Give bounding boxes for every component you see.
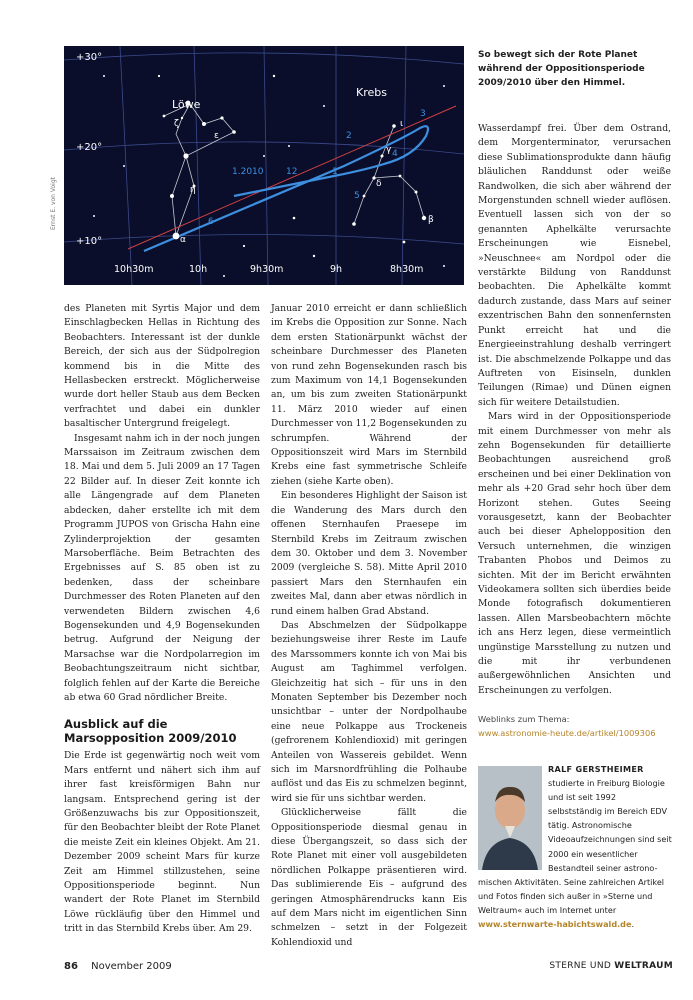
- author-bio: [548, 762, 672, 875]
- star-chart-svg: [64, 46, 464, 285]
- author-photo: [478, 766, 542, 870]
- ra-label-1030: 10h30m: [114, 264, 154, 275]
- ra-label-830: 8h30m: [390, 264, 424, 275]
- constellation-label-krebs: Krebs: [356, 86, 387, 99]
- paragraph: des Planeten mit Syrtis Major und dem Einschlagbecken Hellas in Richtung des Beobachters. Interessant ist der dunkle Bereich, der sich aus der Südpolregion kommend bis in die Mitte des Hellasbecken erstreckt. Möglicherweise wurde dort heller Staub aus dem Becken verfrachtet und dabei ein dunkler basaltischer Untergrund freigelegt.: [64, 303, 260, 430]
- magazine-name-a: STERNE UND: [549, 961, 615, 971]
- greek-delta: δ: [376, 179, 382, 189]
- author-bio-continued: [478, 875, 672, 931]
- ra-grid-930: [264, 46, 268, 285]
- magazine-name-b: WELTRAUM: [614, 961, 673, 971]
- paragraph: Glücklicherweise fällt die Oppositionsperiode diesmal genau in diese Übergangszeit, so dass sich der Rote Planet mit einer voll ausgebildeten nördlichen Polkappe präsentieren wird. Das sublimierende Eis – aufgrund des geringen Atmosphärendrucks kann Eis auf dem Mars nicht im eigentlichen Sinn schmelzen – setzt in der Folgezeit Kohlendioxid und: [271, 807, 467, 948]
- path-label-1: 1: [332, 167, 338, 177]
- author-bio-bottom: mischen Aktivitäten. Seine zahlreichen Artikel und Fotos finden sich außer in »Sterne und Weltraum« auch im Internet unter: [478, 877, 665, 916]
- paragraph: Mars wird in der Oppositionsperiode mit einem Durchmesser von mehr als zehn Bogensekunden für detaillierte Beobachtungen ausreichend groß erscheinen und bei einer Deklination von mehr als +20 Grad sehr hoch über dem Horizont stehen. Gutes Seeing vorausgesetzt, kann der Beobachter auch bei dieser Aphelopposition den Versuch unternehmen, die winzigen Trabanten Phobos und Deimos zu sichten. Mit der im Bericht erwähnten Videokamera sollten sich überdies beide Monde fotografisch dokumentieren lassen. Allen Marsbeobachtern möchte ich ans Herz legen, diese vermeintlich ungünstige Marsstellung zu nutzen und die mit ihr verbundenen außergewöhnlichen Ansichten und Erscheinungen zu verfolgen.: [478, 411, 671, 696]
- author-portrait: [478, 766, 542, 870]
- photo-credit: Ernst E. von Voigt: [50, 176, 57, 230]
- weblinks-title: Weblinks zum Thema:: [478, 714, 570, 724]
- ra-grid-1030: [120, 46, 132, 285]
- page-number: 86: [64, 961, 78, 972]
- greek-iota: ι: [400, 119, 404, 129]
- greek-zeta: ζ: [174, 119, 179, 129]
- paragraph: Januar 2010 erreicht er dann schließlich im Krebs die Opposition zur Sonne. Nach dem ersten Stationärpunkt wächst der scheinbare Durchmesser des Planeten von rund zehn Bogensekunden rasch bis zum Maximum von 14,1 Bogensekunden an, um bis zum zweiten Stationärpunkt 11. März 2010 wieder auf einen Durchmesser von 11,2 Bogensekunden zu schrumpfen. Während der Oppositionszeit wird Mars im Sternbild Krebs eine fast symmetrische Schleife ziehen (siehe Karte oben).: [271, 303, 467, 487]
- constellation-loewe-head: [176, 104, 190, 156]
- path-label-6: 6: [208, 217, 214, 227]
- constellation-krebs: [354, 126, 394, 224]
- paragraph: Insgesamt nahm ich in der noch jungen Marssaison im Zeitraum zwischen dem 18. Mai und dem 5. Juli 2009 an 17 Tagen 22 Bilder auf. In dieser Zeit konnte ich alle Längengrade auf dem Planeten abdecken, daher erstellte ich mit dem Programm JUPOS von Grischa Hahn eine Zylinderprojektion der gesamten Marsoberfläche. Beim Betrachten des Ergebnisses auf S. 85 oben ist zu bedenken, dass der scheinbare Durchmesser des Roten Planeten auf den verwendeten Bildern zwischen 4,6 Bogensekunden und 4,9 Bogensekunden betrug. Aufgrund der Neigung der Marsachse war die Nordpolarregion im Beobachtungszeitraum nicht sichtbar, folglich fehlen auf der Karte die Bereiche ab etwa 60 Grad nördlicher Breite.: [64, 432, 260, 703]
- paragraph: Ein besonderes Highlight der Saison ist die Wanderung des Mars durch den offenen Sternhaufen Praesepe im Sternbild Krebs im Zeitraum zwischen dem 30. Oktober und dem 3. November 2009 (vergleiche S. 58). Mitte April 2010 passiert Mars den Sternhaufen ein zweites Mal, dann aber etwas nördlich in rund einem halben Grad Abstand.: [271, 490, 467, 617]
- constellation-label-loewe: Löwe: [172, 98, 201, 111]
- figure-caption: So bewegt sich der Rote Planet während der Oppositionsperiode 2009/2010 über den Himmel.: [478, 50, 645, 88]
- weblinks-url[interactable]: www.astronomie-heute.de/artikel/1009306: [478, 728, 656, 738]
- dec-label-30: +30°: [76, 52, 103, 63]
- path-label-2: 2: [346, 131, 352, 141]
- path-label-3: 3: [420, 109, 426, 119]
- section-heading: Ausblick auf die Marsopposition 2009/2010: [64, 717, 237, 746]
- dec-label-20: +20°: [76, 142, 103, 153]
- ra-label-9: 9h: [330, 264, 343, 275]
- ra-grid-10: [194, 46, 201, 285]
- greek-alpha: α: [180, 235, 186, 245]
- greek-beta: β: [428, 215, 434, 225]
- author-website-link[interactable]: www.sternwarte-habichtswald.de: [478, 919, 632, 930]
- weblinks-box: [478, 712, 678, 740]
- issue-date: November 2009: [91, 961, 172, 972]
- author-bio-top: studierte in Freiburg Biologie und ist seit 1992 selbstständig im Bereich EDV tätig. Astronomische Videoaufzeichnungen sind seit 2000 ein wesentlicher Bestandteil seiner astrono-: [548, 778, 672, 873]
- path-date-label: 1.2010: [232, 167, 264, 177]
- ra-label-10: 10h: [189, 264, 208, 275]
- text-column-2: [271, 302, 467, 950]
- greek-eta: η: [190, 185, 196, 195]
- dec-label-10: +10°: [76, 236, 103, 247]
- paragraph: Wasserdampf frei. Über dem Ostrand, dem Morgenterminator, verursachen diese Sublimationsprodukte dann häufig bläulichen Randdunst oder weiße Randwolken, die sich aber während der Morgenstunden schnell wieder auflösen. Eventuell lassen sich von der so genannten Aphelkälte verursachte Erscheinungen wie Eisnebel, »Neuschnee« am Nordpol oder die verstärkte Bildung von Randdunst beobachten. Die Aphelkälte kommt dadurch zustande, dass Mars auf seiner exzentrischen Bahn den sonnenfernsten Punkt erreicht hat und die Energieeinstrahlung deshalb verringert ist. Die abschmelzende Polkappe und das Auftreten von Eisinseln, dunklen Teilungen (Rimae) und Dünen eignen sich für weitere Detailstudien.: [478, 123, 671, 408]
- paragraph: Das Abschmelzen der Südpolkappe beziehungsweise ihrer Reste im Laufe des Marssommers konnte ich von Mai bis August am Taghimmel verfolgen. Gleichzeitig hat sich – für uns in den Monaten September bis Dezember noch unsichtbar – unter der Nordpolhaube eine neue Polkappe aus Trockeneis (gefrorenem Kohlendioxid) mit geringen Anteilen von Wassereis gebildet. Wenn sich im Marsnordfrühling die Polhaube auflöst und das Eis zu schmelzen beginnt, wird sie für uns sichtbar werden.: [271, 619, 467, 804]
- path-label-12: 12: [286, 167, 298, 177]
- path-label-4: 4: [392, 149, 398, 159]
- greek-epsilon: ε: [214, 131, 219, 141]
- star-chart: [64, 46, 464, 285]
- magazine-name: [549, 961, 673, 971]
- text-column-3: [478, 122, 671, 698]
- author-name: RALF GERSTHEIMER: [548, 764, 644, 774]
- star-field: [93, 75, 445, 277]
- ra-grid-830: [402, 46, 406, 285]
- path-label-5: 5: [354, 191, 360, 201]
- greek-gamma: γ: [386, 145, 392, 155]
- text-column-1: [64, 302, 260, 937]
- page-footer-left: [64, 961, 172, 972]
- paragraph: Die Erde ist gegenwärtig noch weit vom Mars entfernt und nähert sich ihm auf ihrer fast kreisförmigen Bahn nur langsam. Entsprechend gering ist der Größenzuwachs bis zur Oppositionszeit, für den Beobachter bleibt der Rote Planet die meiste Zeit ein kleines Objekt. Am 21. Dezember 2009 scheint Mars für kurze Zeit am Himmel stillzustehen, seine Oppositionsperiode beginnt. Nun wandert der Rote Planet im Sternbild Löwe rückläufig über den Himmel und tritt in das Sternbild Krebs über. Am 29.: [64, 750, 260, 935]
- ra-label-930: 9h30m: [250, 264, 284, 275]
- author-bio-end: .: [631, 919, 635, 930]
